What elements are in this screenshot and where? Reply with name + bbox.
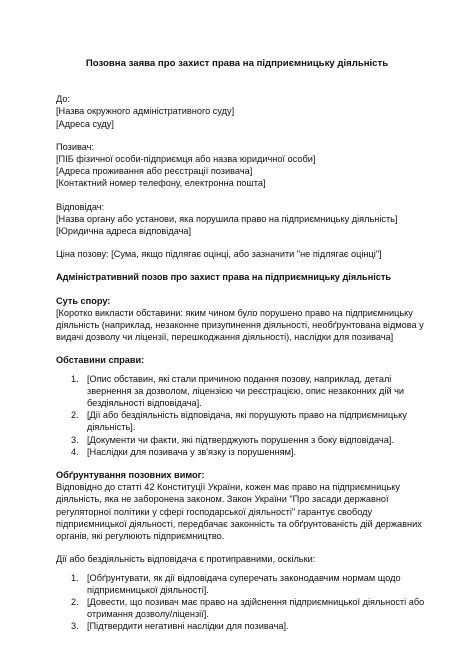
list-item	[56, 620, 418, 632]
list-item-number: 1.	[71, 373, 79, 384]
circumstances-heading: Обставини справи:	[56, 355, 145, 366]
list-item-line: отримання дозволу/ліцензії].	[87, 609, 209, 620]
list-item	[56, 409, 418, 433]
list-item-number: 2.	[71, 596, 79, 607]
list-item	[56, 572, 418, 596]
justification-line: підприємницької діяльності, передбачає законність та обґрунтованість дій державних	[56, 518, 422, 529]
circumstances-section	[56, 354, 418, 458]
list-item-number: 1.	[71, 572, 79, 583]
justification-section	[56, 469, 422, 542]
addressee-block	[56, 93, 418, 130]
dispute-line: видачі дозволу чи ліцензії, перешкоджання діяльності), наслідки для позивача]	[56, 332, 394, 343]
dispute-section	[56, 295, 424, 344]
list-item-number: 2.	[71, 410, 79, 421]
justification-line: діяльність, яка не заборонена законом. Закон України "Про засади державної	[56, 494, 389, 505]
list-item-line: [Довести, що позивач має право на здійснення підприємницької діяльності або	[87, 596, 425, 607]
court-address: [Адреса суду]	[56, 118, 114, 129]
justification-heading: Обґрунтування позовних вимог:	[56, 470, 205, 481]
justification-intro-block	[56, 553, 425, 632]
dispute-line: [Коротко викласти обставини: яким чином було порушено право на підприємницьку	[56, 307, 413, 318]
list-item-line: звернення за дозволом, ліцензією чи реєстрацією, опис незаконних дій чи	[87, 385, 405, 396]
circumstances-list	[56, 373, 418, 458]
list-item-number: 3.	[71, 621, 79, 632]
justification-intro: Дії або бездіяльність відповідача є протиправними, оскільки:	[56, 554, 316, 565]
justification-line: регуляторної політики у сфері господарської діяльності" гарантує свободу	[56, 506, 373, 517]
justification-list	[56, 572, 425, 633]
list-item	[56, 596, 425, 620]
defendant-block	[56, 201, 418, 238]
justification-line: органів, які регулюють підприємництво.	[56, 531, 225, 542]
defendant-name: [Назва органу або установи, яка порушила право на підприємницьку діяльність]	[56, 213, 398, 224]
court-name: [Назва окружного адміністративного суду]	[56, 106, 235, 117]
list-item-number: 3.	[71, 434, 79, 445]
defendant-address: [Юридична адреса відповідача]	[56, 226, 192, 237]
list-item-line: [Підтвердити негативні наслідки для позивача].	[87, 621, 289, 632]
plaintiff-contact: [Контактний номер телефону, електронна пошта]	[56, 178, 266, 189]
list-item-line: [Наслідки для позивача у зв'язку із порушенням].	[87, 446, 297, 457]
dispute-line: діяльність (наприклад, незаконне призупинення діяльності, необґрунтована відмова у	[56, 320, 424, 331]
addressee-label: До:	[56, 94, 70, 105]
plaintiff-label: Позивач:	[56, 141, 94, 152]
list-item-line: [Документи чи факти, які підтверджують порушення з боку відповідача].	[87, 434, 394, 445]
list-item-line: [Дії або бездіяльність відповідача, які порушують право на підприємницьку	[87, 410, 407, 421]
list-item-line: [Опис обставин, які стали причиною подання позову, наприклад, деталі	[87, 373, 392, 384]
document-title: Позовна заява про захист права на підприємницьку діяльність	[85, 58, 389, 69]
plaintiff-name: [ПІБ фізичної особи-підприємця або назва юридичної особи]	[56, 154, 316, 165]
list-item-line: діяльність].	[87, 422, 136, 433]
plaintiff-address: [Адреса проживання або реєстрації позивача]	[56, 166, 253, 177]
defendant-label: Відповідач:	[56, 201, 105, 212]
claim-price	[56, 248, 418, 260]
justification-line: Відповідно до статті 42 Конституції України, кожен має право на підприємницьку	[56, 482, 400, 493]
list-item	[56, 446, 418, 458]
list-item-line: бездіяльності відповідача].	[87, 398, 202, 409]
claim-price-text: Ціна позову: [Сума, якщо підлягає оцінці, або зазначити "не підлягає оцінці"]	[56, 249, 382, 260]
plaintiff-block	[56, 141, 418, 190]
list-item-number: 4.	[71, 446, 79, 457]
list-item-line: підприємницької діяльності].	[87, 584, 209, 595]
list-item-line: [Обґрунтувати, як дії відповідача суперечать законодавчим нормам щодо	[87, 572, 401, 583]
list-item	[56, 434, 418, 446]
list-item	[56, 373, 418, 410]
dispute-heading: Суть спору:	[56, 295, 111, 306]
claim-title: Адміністративний позов про захист права на підприємницьку діяльність	[56, 272, 392, 283]
claim-title-block	[56, 271, 418, 283]
